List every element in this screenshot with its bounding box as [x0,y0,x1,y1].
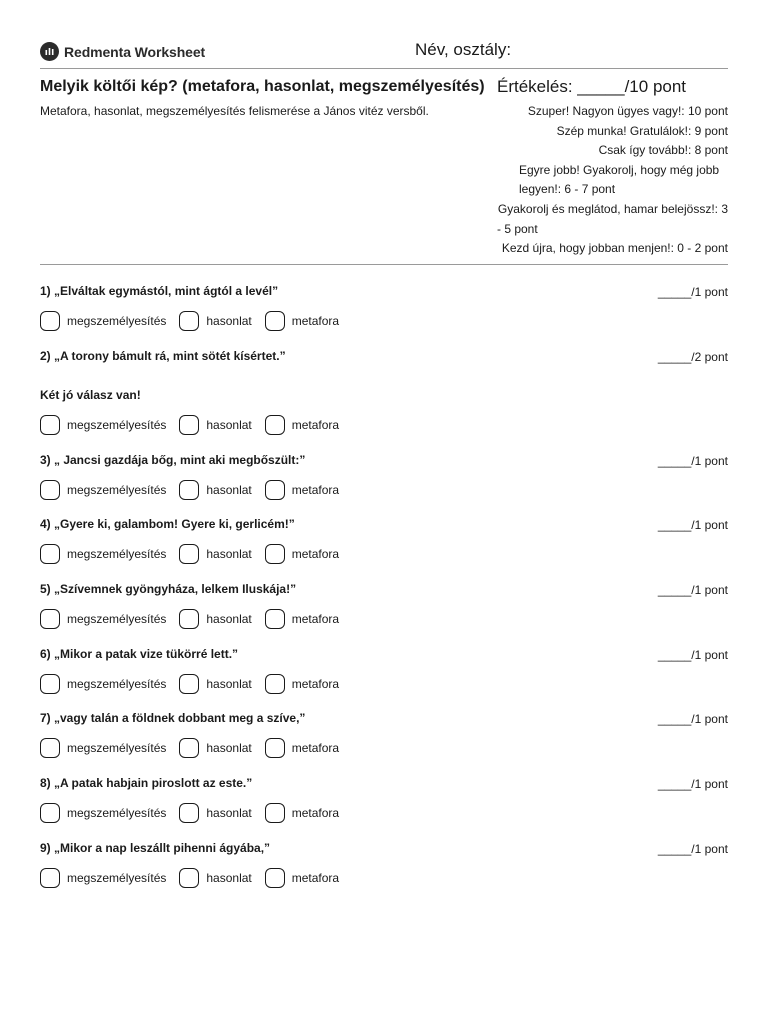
checkbox[interactable] [265,609,285,629]
grading-line: Kezd újra, hogy jobban menjen!: 0 - 2 pont [501,241,728,256]
checkbox[interactable] [179,868,199,888]
option-hasonlat[interactable]: hasonlat [179,674,251,694]
answer-options [40,673,728,695]
question-points: _____/1 pont [657,285,728,299]
checkbox[interactable] [40,803,60,823]
option-megszemelyesites[interactable]: megszemélyesítés [40,311,166,331]
checkbox[interactable] [179,415,199,435]
checkbox[interactable] [179,544,199,564]
answer-options [40,608,728,630]
question-text: 4) „Gyere ki, galambom! Gyere ki, gerlicém!” [40,517,295,531]
checkbox[interactable] [40,738,60,758]
grading-line: Gyakorolj és meglátod, hamar belejössz!: 3 [497,201,728,216]
grading-scale [497,102,728,259]
question-points: _____/1 pont [657,842,728,856]
question-text: 8) „A patak habjain piroslott az este.” [40,776,253,790]
question-4 [40,517,728,565]
checkbox[interactable] [265,544,285,564]
brand-name: Redmenta Worksheet [64,43,206,60]
checkbox[interactable] [179,311,199,331]
grading-line: Szép munka! Gratulálok!: 9 pont [556,123,728,138]
checkbox[interactable] [40,868,60,888]
answer-options [40,310,728,332]
option-megszemelyesites[interactable]: megszemélyesítés [40,415,166,435]
option-megszemelyesites[interactable]: megszemélyesítés [40,674,166,694]
answer-options [40,867,728,889]
option-megszemelyesites[interactable]: megszemélyesítés [40,738,166,758]
answer-options [40,802,728,824]
grading-line: Szuper! Nagyon ügyes vagy!: 10 pont [527,104,728,118]
answer-options [40,543,728,565]
option-hasonlat[interactable]: hasonlat [179,738,251,758]
option-metafora[interactable]: metafora [265,544,339,564]
question-points: _____/1 pont [657,777,728,791]
answer-options [40,414,728,436]
header-divider [40,68,728,69]
checkbox[interactable] [265,868,285,888]
option-hasonlat[interactable]: hasonlat [179,480,251,500]
question-3 [40,453,728,501]
option-metafora[interactable]: metafora [265,415,339,435]
question-points: _____/1 pont [657,712,728,726]
option-metafora[interactable]: metafora [265,609,339,629]
question-points: _____/1 pont [657,583,728,597]
checkbox[interactable] [265,480,285,500]
question-text: 1) „Elváltak egymástól, mint ágtól a levél” [40,284,279,298]
option-hasonlat[interactable]: hasonlat [179,868,251,888]
question-points: _____/2 pont [657,350,728,364]
checkbox[interactable] [40,311,60,331]
grading-line: Egyre jobb! Gyakorolj, hogy még jobb [519,162,720,177]
question-1 [40,284,728,332]
option-megszemelyesites[interactable]: megszemélyesítés [40,609,166,629]
brand [40,42,205,61]
redmenta-logo-icon [40,42,59,61]
answer-options [40,479,728,501]
question-text: 9) „Mikor a nap leszállt pihenni ágyába,” [40,841,271,855]
option-hasonlat[interactable]: hasonlat [179,544,251,564]
option-hasonlat[interactable]: hasonlat [179,415,251,435]
grading-line: legyen!: 6 - 7 pont [519,182,616,197]
option-megszemelyesites[interactable]: megszemélyesítés [40,544,166,564]
question-points: _____/1 pont [657,518,728,532]
checkbox[interactable] [179,674,199,694]
checkbox[interactable] [40,674,60,694]
option-megszemelyesites[interactable]: megszemélyesítés [40,868,166,888]
answer-options [40,737,728,759]
question-7 [40,711,728,759]
checkbox[interactable] [265,738,285,758]
checkbox[interactable] [40,480,60,500]
option-metafora[interactable]: metafora [265,738,339,758]
question-text: 2) „A torony bámult rá, mint sötét kísértet.” [40,349,286,363]
option-megszemelyesites[interactable]: megszemélyesítés [40,803,166,823]
option-hasonlat[interactable]: hasonlat [179,609,251,629]
question-5 [40,582,728,630]
question-text: 6) „Mikor a patak vize tükörré lett.” [40,647,239,661]
checkbox[interactable] [179,480,199,500]
checkbox[interactable] [179,609,199,629]
option-metafora[interactable]: metafora [265,803,339,823]
option-hasonlat[interactable]: hasonlat [179,803,251,823]
checkbox[interactable] [40,609,60,629]
checkbox[interactable] [179,803,199,823]
question-note: Két jó válasz van! [40,388,141,402]
checkbox[interactable] [179,738,199,758]
question-6 [40,647,728,695]
question-text: 7) „vagy talán a földnek dobbant meg a szíve,” [40,711,306,725]
checkbox[interactable] [40,415,60,435]
question-9 [40,841,728,889]
grading-line: Csak így tovább!: 8 pont [598,143,728,158]
option-megszemelyesites[interactable]: megszemélyesítés [40,480,166,500]
score-title: Értékelés: _____/10 pont [497,77,687,96]
grading-line: - 5 pont [497,221,538,236]
option-metafora[interactable]: metafora [265,311,339,331]
checkbox[interactable] [265,803,285,823]
option-hasonlat[interactable]: hasonlat [179,311,251,331]
question-text: 5) „Szívemnek gyöngyháza, lelkem Iluskája!” [40,582,297,596]
option-metafora[interactable]: metafora [265,674,339,694]
checkbox[interactable] [265,311,285,331]
section-divider [40,264,728,265]
checkbox[interactable] [265,674,285,694]
checkbox[interactable] [40,544,60,564]
option-metafora[interactable]: metafora [265,868,339,888]
option-metafora[interactable]: metafora [265,480,339,500]
question-8 [40,776,728,824]
checkbox[interactable] [265,415,285,435]
question-points: _____/1 pont [657,454,728,468]
worksheet-title: Melyik költői kép? (metafora, hasonlat, megszemélyesítés) [40,78,485,95]
name-class-field-label: Név, osztály: [415,40,512,59]
worksheet-subtitle: Metafora, hasonlat, megszemélyesítés felismerése a János vitéz versből. [40,104,429,118]
question-text: 3) „ Jancsi gazdája bőg, mint aki megbőszült:” [40,453,306,467]
question-points: _____/1 pont [657,648,728,662]
question-2 [40,349,728,436]
